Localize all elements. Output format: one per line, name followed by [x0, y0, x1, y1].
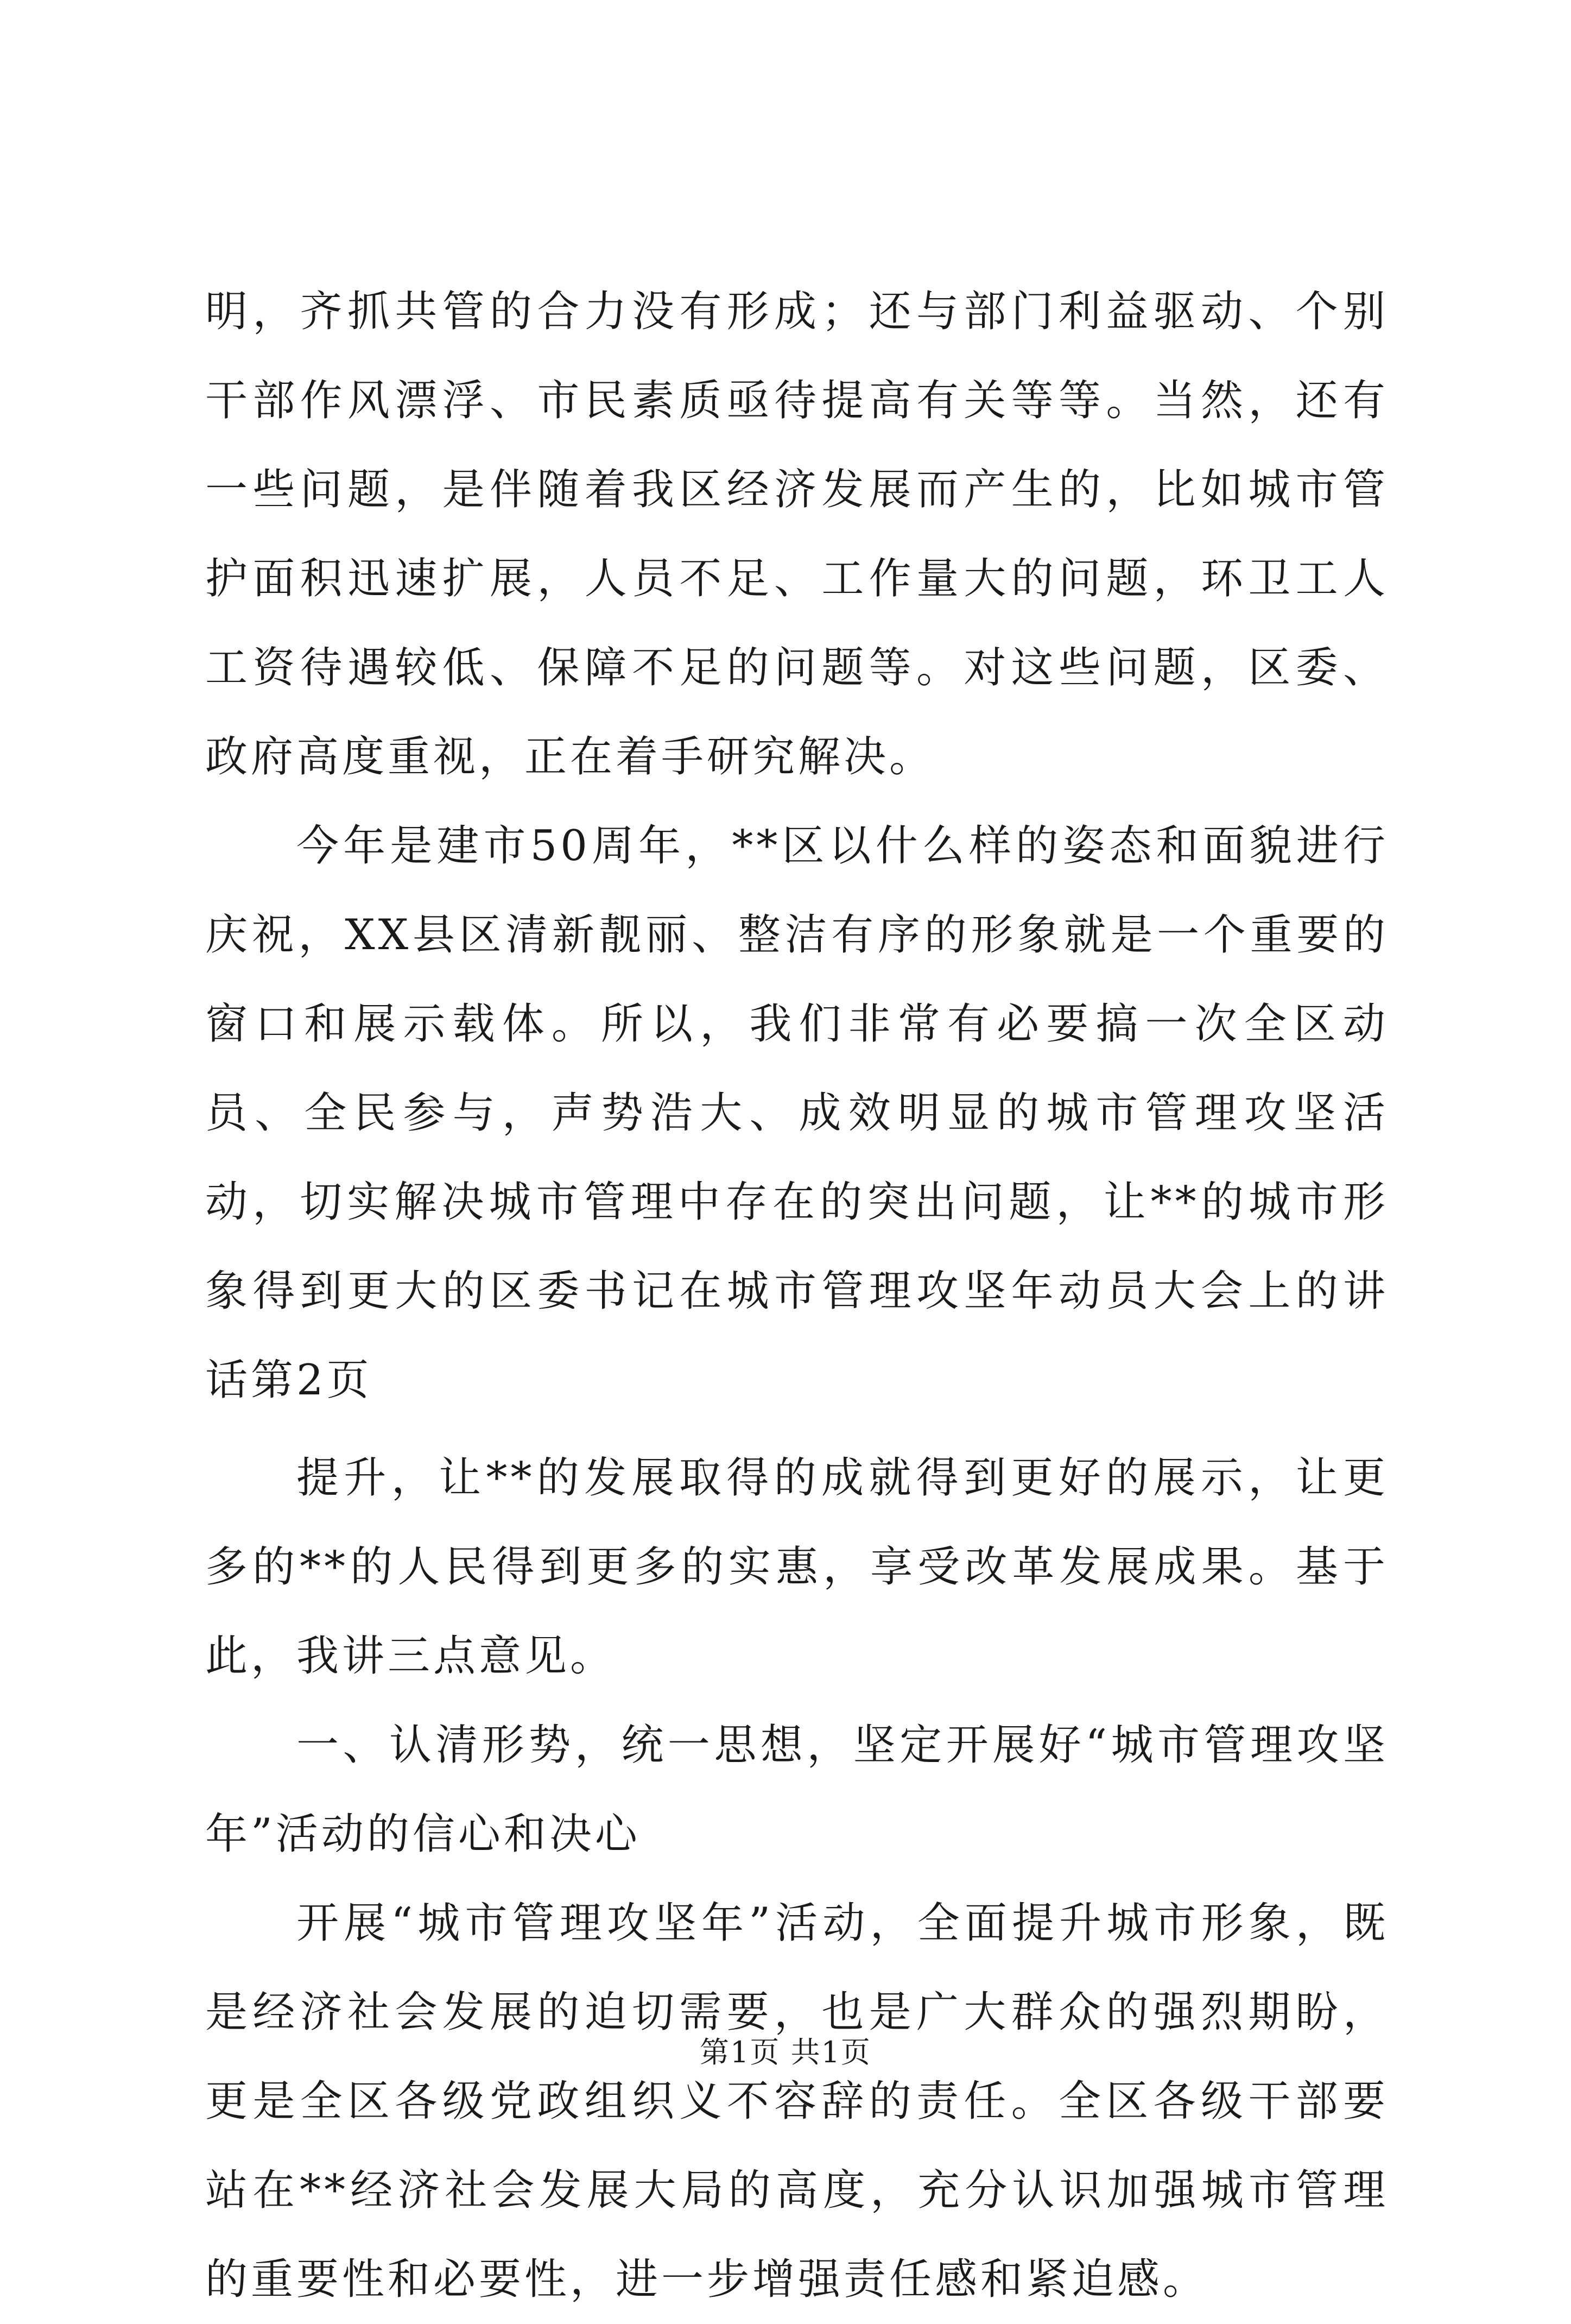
- paragraph-three-points: 提升，让**的发展取得的成就得到更好的展示，让更多的**的人民得到更多的实惠，享受改革发展成果。基于此，我讲三点意见。: [205, 1454, 1389, 1681]
- paragraph-section-one-body: 开展“城市管理攻坚年”活动，全面提升城市形象，既是经济社会发展的迫切需要，也是广大群众的强烈期盼，更是全区各级党政组织义不容辞的责任。全区各级干部要站在**经济社会发展大局的高度，充分认识加强城市管理的重要性和必要性，进一步增强责任感和紧迫感。: [205, 1899, 1389, 2304]
- section-heading-one: 一、认清形势，统一思想，坚定开展好“城市管理攻坚年”活动的信心和决心: [205, 1721, 1389, 1859]
- paragraph-anniversary: 今年是建市50周年，**区以什么样的姿态和面貌进行庆祝，XX县区清新靓丽、整洁有序的形象就是一个重要的窗口和展示载体。所以，我们非常有必要搞一次全区动员、全民参与，声势浩大、成效明显的城市管理攻坚活动，切实解决城市管理中存在的突出问题，让**的城市形象得到更大的区委书记在城市管理攻坚年动员大会上的讲话第2页: [205, 822, 1389, 1405]
- document-body: [205, 267, 1389, 2324]
- page-footer: 第1页 共1页: [700, 2035, 871, 2069]
- paragraph-continuation: 明，齐抓共管的合力没有形成；还与部门利益驱动、个别干部作风漂浮、市民素质亟待提高有关等等。当然，还有一些问题，是伴随着我区经济发展而产生的，比如城市管护面积迅速扩展，人员不足、工作量大的问题，环卫工人工资待遇较低、保障不足的问题等。对这些问题，区委、政府高度重视，正在着手研究解决。: [205, 287, 1389, 781]
